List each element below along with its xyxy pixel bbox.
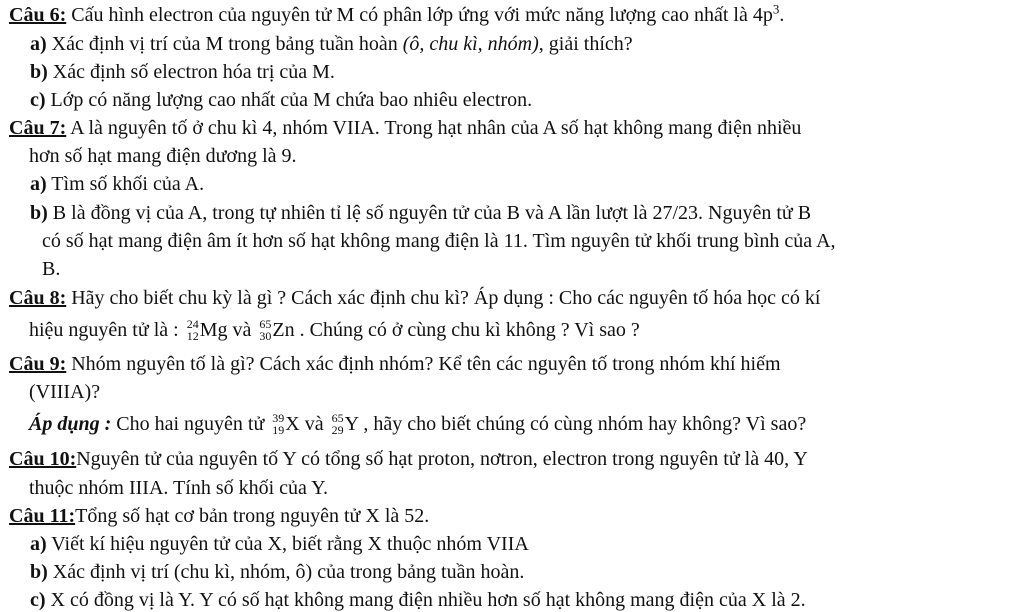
isotope-mg-indices — [184, 318, 200, 342]
apply-label: Áp dụng : — [29, 413, 112, 435]
question-8-text-cont: hiệu nguyên tử là : — [29, 319, 184, 341]
isotope-symbol: Y — [344, 413, 359, 435]
isotope-x-indices — [269, 412, 285, 436]
question-10-text-cont: thuộc nhóm IIIA. Tính số khối của Y. — [29, 477, 329, 499]
question-7-line-2 — [29, 144, 297, 168]
part-a-text-end: , giải thích? — [538, 33, 633, 55]
isotope-atomic-number: 12 — [186, 329, 199, 343]
conjunction: và — [227, 319, 257, 341]
question-11-label: Câu 11: — [9, 505, 76, 527]
part-b-text: Xác định số electron hóa trị của M. — [47, 61, 335, 83]
question-6-part-c — [30, 88, 532, 112]
isotope-symbol: Mg — [199, 319, 228, 341]
electron-config-base: 4p — [752, 4, 773, 26]
question-10-line-2 — [29, 476, 328, 500]
part-c-text: Lớp có năng lượng cao nhất của M chứa bao nhiêu electron. — [45, 89, 533, 111]
question-8-label: Câu 8: — [9, 287, 67, 309]
question-9-text-end: , hãy cho biết chúng có cùng nhóm hay không? Vì sao? — [358, 413, 807, 435]
isotope-y-indices — [329, 412, 345, 436]
question-7-part-b-line-2 — [42, 229, 836, 253]
question-11-part-b — [30, 560, 524, 584]
part-a-text: Viết kí hiệu nguyên tử của X, biết rằng X thuộc nhóm VIIA — [46, 533, 529, 555]
question-7-text: A là nguyên tố ở chu kì 4, nhóm VIIA. Trong hạt nhân của A số hạt không mang điện nhiều — [66, 117, 802, 139]
part-b-text-end: B. — [42, 258, 61, 280]
question-9-text-cont: (VIIIA)? — [29, 381, 101, 403]
isotope-symbol: X — [285, 413, 300, 435]
question-11-line-1 — [9, 504, 429, 528]
question-10-text: Nguyên tử của nguyên tố Y có tổng số hạt proton, nơtron, electron trong nguyên tử là 40, Y — [76, 448, 808, 470]
question-9-label: Câu 9: — [9, 353, 67, 375]
question-10-line-1 — [9, 447, 808, 471]
part-b-text: Xác định vị trí (chu kì, nhóm, ô) của trong bảng tuần hoàn. — [47, 561, 525, 583]
question-7-part-b-line-1 — [30, 201, 811, 225]
part-c-text: X có đồng vị là Y. Y có số hạt không mang điện nhiều hơn số hạt không mang điện của X là 2. — [45, 589, 806, 611]
question-7-part-b-line-3 — [42, 257, 60, 281]
part-c-label: c) — [30, 89, 46, 111]
part-a-italic: (ô, chu kì, nhóm) — [402, 33, 539, 55]
question-11-part-c — [30, 588, 806, 612]
question-9-text: Nhóm nguyên tố là gì? Cách xác định nhóm? Kể tên các nguyên tố trong nhóm khí hiếm — [66, 353, 781, 375]
question-7-text-cont: hơn số hạt mang điện dương là 9. — [29, 145, 297, 167]
question-9-line-3 — [29, 412, 806, 436]
question-7-part-a — [30, 172, 204, 196]
question-9-line-2 — [29, 380, 100, 404]
question-6-text: Cấu hình electron của nguyên tử M có phân lớp ứng với mức năng lượng cao nhất là — [66, 4, 753, 26]
question-8-line-2 — [29, 318, 640, 342]
part-b-label: b) — [30, 561, 48, 583]
part-a-label: a) — [30, 33, 47, 55]
part-b-text-cont: có số hạt mang điện âm ít hơn số hạt không mang điện là 11. Tìm nguyên tử khối trung bình của A, — [42, 230, 836, 252]
electron-config-exponent: 3 — [772, 1, 780, 17]
question-11-part-a — [30, 532, 529, 556]
part-a-text: Xác định vị trí của M trong bảng tuần hoàn — [46, 33, 403, 55]
question-7-label: Câu 7: — [9, 117, 67, 139]
question-9-apply-text: Cho hai nguyên tử — [111, 413, 270, 435]
part-b-label: b) — [30, 202, 48, 224]
isotope-mass-number: 39 — [272, 411, 285, 425]
question-7-line-1 — [9, 116, 801, 140]
part-b-text: B là đồng vị của A, trong tự nhiên tỉ lệ số nguyên tử của B và A lần lượt là 27/23. Nguyên tử B — [47, 202, 812, 224]
part-c-label: c) — [30, 589, 46, 611]
part-a-text: Tìm số khối của A. — [46, 173, 205, 195]
part-a-label: a) — [30, 533, 47, 555]
isotope-mass-number: 65 — [331, 411, 344, 425]
isotope-atomic-number: 29 — [331, 423, 344, 437]
question-8-text: Hãy cho biết chu kỳ là gì ? Cách xác định chu kì? Áp dụng : Cho các nguyên tố hóa học có kí — [66, 287, 821, 309]
isotope-zn-indices — [256, 318, 272, 342]
isotope-symbol: Zn — [272, 319, 295, 341]
isotope-mass-number: 24 — [186, 317, 199, 331]
question-9-line-1 — [9, 352, 781, 376]
question-6-line-1 — [9, 3, 784, 27]
conjunction: và — [299, 413, 329, 435]
question-6-label: Câu 6: — [9, 4, 67, 26]
question-8-line-1 — [9, 286, 820, 310]
part-a-label: a) — [30, 173, 47, 195]
question-6-period: . — [779, 4, 785, 26]
question-8-text-end: . Chúng có ở cùng chu kì không ? Vì sao ? — [294, 319, 640, 341]
question-10-label: Câu 10: — [9, 448, 77, 470]
part-b-label: b) — [30, 61, 48, 83]
question-6-part-a — [30, 32, 633, 56]
question-11-text: Tổng số hạt cơ bản trong nguyên tử X là 52. — [75, 505, 430, 527]
isotope-atomic-number: 30 — [259, 329, 272, 343]
question-6-part-b — [30, 60, 335, 84]
isotope-mass-number: 65 — [259, 317, 272, 331]
isotope-atomic-number: 19 — [272, 423, 285, 437]
